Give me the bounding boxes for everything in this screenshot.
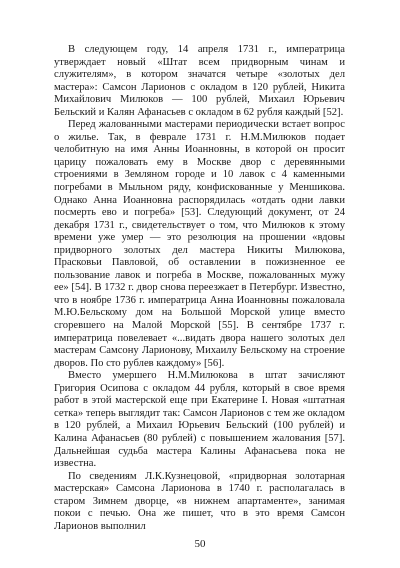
paragraph-workshop-1740: По сведениям Л.К.Кузнецовой, «придворная золотарная мастерская» Самсона Ларионова в 1740 г. располагалась в старом Зимнем дворце, «в нижнем апартаменте», занимая покои с печью. Она же пишет, что в это время Самсон Ларионов выполнил: [54, 470, 345, 532]
paragraph-new-staff: Вместо умершего Н.М.Милюкова в штат зачисляют Григория Осипова с окладом 44 рубля, который в свое время работ в этой мастерской еще при Екатерине I. Новая «штатная сетка» теперь выглядит так: Самсон Ларионов с тем же окладом в 120 рублей, а Михаил Юрьевич Бельский (100 рублей) и Калина Афанасьев (80 рублей) с повышением жалования [57]. Дальнейшая судьба мастера Калины Афанасьева пока не известна.: [54, 370, 345, 470]
paragraph-housing: Перед жалованными мастерами периодически встает вопрос о жилье. Так, в феврале 1731 г. Н.М.Милюков подает челобитную на имя Анны Иоанновны, в которой он просит царицу пожаловать ему в Москве двор с деревянными строениями в Земляном городе и 10 лавок с 4 каменными погребами в Мыльном ряду, конфискованные у Меншикова. Однако Анна Иоанновна распорядилась «отдать одни лавки посмерть ево и погреба» [53]. Следующий документ, от 24 декабря 1731 г., свидетельствует о том, что Милюков к этому времени уже умер — это резолюция на прошении «вдовы придворного золотых дел мастера Никиты Милюкова, Прасковьи Павловой, об оставлении в пожизненное ее пользование лавок и погреба в Москве, пожалованных мужу ее» [54]. В 1732 г. двор снова переезжает в Петербург. Известно, что в ноябре 1736 г. императрица Анна Иоанновны пожаловала М.Ю.Бельскому дом на Большой Морской улице вместо сгоревшего на Малой Морской [55]. В сентябре 1737 г. императрица повелевает «...видать двора нашего золотых дел мастерам Самсону Ларионову, Михаилу Бельскому на строение дворов. По сто рублев каждому» [56].: [54, 119, 345, 369]
paragraph-staff-1731: В следующем году, 14 апреля 1731 г., императрица утверждает новый «Штат всем придворным чинам и служителям», в котором значатся четыре «золотых дел мастера»: Самсон Ларионов с окладом в 120 рублей, Никита Михайлович Милюков — 100 рублей, Михаил Юрьевич Бельский и Калян Афанасьев с окладом в 62 рубля каждый [52].: [54, 44, 345, 118]
page-number: 50: [194, 538, 206, 550]
